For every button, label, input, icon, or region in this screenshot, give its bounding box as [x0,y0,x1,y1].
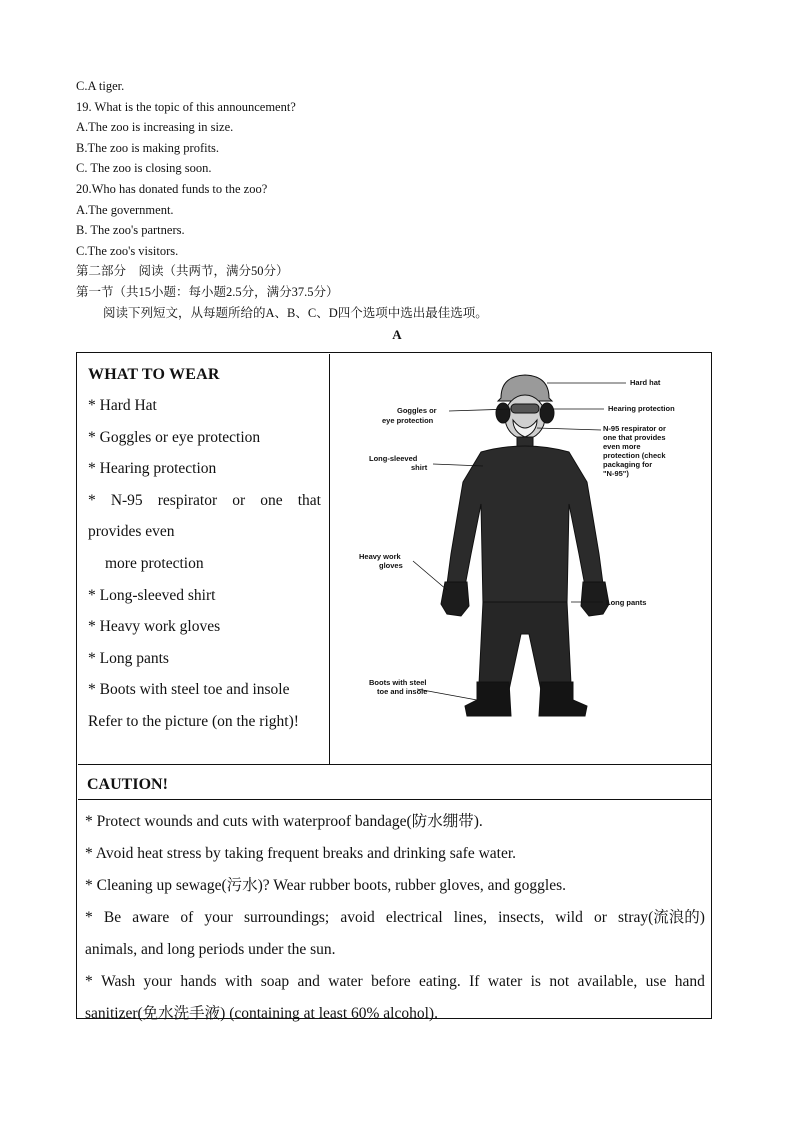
word: your [204,909,233,926]
refer-note: Refer to the picture (on the right)! [88,712,299,730]
word: use [645,973,667,990]
word: aware [132,909,170,926]
word: or [593,909,607,926]
q20-option-a: A.The government. [76,202,174,217]
word: avoid [340,909,375,926]
label-n95-5: packaging for [603,460,653,469]
part-heading: 第二部分 阅读（共两节，满分50分） [76,264,289,279]
caution-title: CAUTION! [87,776,168,793]
word: and [297,973,320,990]
passage-label: A [392,327,402,342]
word: Wash [101,973,136,990]
word: N-95 [110,491,143,509]
word: one [260,491,283,509]
sub-heading: 第一节（共15小题：每小题2.5分，满分37.5分） [76,285,339,300]
goggles-shape [511,404,539,413]
word: * [85,973,93,990]
label-pants: Long pants [606,598,647,607]
word: water [487,973,523,990]
q19-option-c: C. The zoo is closing soon. [76,161,212,176]
word: hand [674,973,705,990]
caution-item-cont: animals, and long periods under the sun. [85,941,336,958]
label-boots-1: Boots with steel [369,678,427,687]
protective-gear-figure [331,354,710,764]
earmuff-right [540,403,554,423]
word: is [530,973,541,990]
word: stray(流浪的) [618,909,705,926]
word: that [297,491,321,509]
shirt-shape [447,446,603,604]
caution-item [85,902,705,934]
wear-item: * Hearing protection [88,460,217,478]
label-hearing: Hearing protection [608,404,675,413]
wear-item: * Long pants [88,649,169,667]
word: insects, [498,909,545,926]
wear-item-respirator [88,485,321,517]
word: electrical [385,909,443,926]
label-n95-6: "N-95") [603,469,629,478]
q18-option-c: C.A tiger. [76,79,125,93]
q19-option-b: B.The zoo is making profits. [76,140,220,155]
word: water [328,973,363,990]
label-shirt-1: Long-sleeved [369,454,418,463]
word: * [85,909,93,926]
instruction: 阅读下列短文，从每题所给的A、B、C、D四个选项中选出最佳选项。 [103,306,488,321]
label-n95-1: N-95 respirator or [603,424,666,433]
label-n95-3: even more [603,442,641,451]
caution-item: * Cleaning up sewage(污水)? Wear rubber boots, rubber gloves, and goggles. [85,877,566,894]
wear-item: * Heavy work gloves [88,618,221,636]
question-block [76,76,716,324]
wear-item-respirator-cont: provides even [88,523,175,541]
word: respirator [157,491,218,509]
table-divider [78,764,711,765]
label-n95-2: one that provides [603,433,666,442]
label-goggles-1: Goggles or [397,406,437,415]
wear-item: * Boots with steel toe and insole [88,681,290,699]
word: wild [555,909,583,926]
glove-right [581,582,609,616]
caution-item: * Avoid heat stress by taking frequent breaks and drinking safe water. [85,845,517,862]
caution-body [85,806,705,1030]
worker-figure [441,375,609,716]
word: of [180,909,194,926]
label-hard-hat: Hard hat [630,378,661,387]
word: before [371,973,411,990]
q20-option-b: B. The zoo's partners. [76,223,185,238]
wear-item-respirator-cont: more protection [105,554,204,572]
q19-stem: 19. What is the topic of this announcement? [76,99,296,114]
wear-item: * Hard Hat [88,397,157,414]
word: your [143,973,172,990]
q20-option-c: C.The zoo's visitors. [76,243,179,258]
caution-item [85,966,705,998]
q20-stem: 20.Who has donated funds to the zoo? [76,181,268,196]
word: lines, [453,909,487,926]
table-divider [78,799,711,800]
label-gloves-2: gloves [379,561,403,570]
label-gloves-1: Heavy work [359,552,401,561]
glove-left [441,582,469,616]
wear-item: * Goggles or eye protection [88,428,261,446]
word: hands [180,973,217,990]
q19-option-a: A.The zoo is increasing in size. [76,120,234,135]
wear-item: * Long-sleeved shirt [88,586,216,604]
word: soap [260,973,290,990]
label-boots-2: toe and insole [377,687,428,696]
earmuff-left [496,403,510,423]
label-goggles-2: eye protection [382,416,434,425]
word: eating. [419,973,461,990]
label-shirt-2: shirt [411,463,428,472]
caution-item-cont: sanitizer(免水洗手液) (containing at least 60% alcohol). [85,1005,438,1022]
what-to-wear-title: WHAT TO WEAR [88,366,220,383]
caution-item: * Protect wounds and cuts with waterproof bandage(防水绷带). [85,813,483,830]
label-n95-4: protection (check [603,451,666,460]
word: surroundings; [243,909,330,926]
word: * [88,491,96,509]
word: with [224,973,253,990]
pants-shape [479,602,571,690]
boot-right [539,682,587,716]
what-to-wear-cell [78,354,330,764]
word: or [232,491,246,509]
word: not [549,973,570,990]
word: available, [577,973,638,990]
word: If [469,973,480,990]
word: Be [103,909,122,926]
